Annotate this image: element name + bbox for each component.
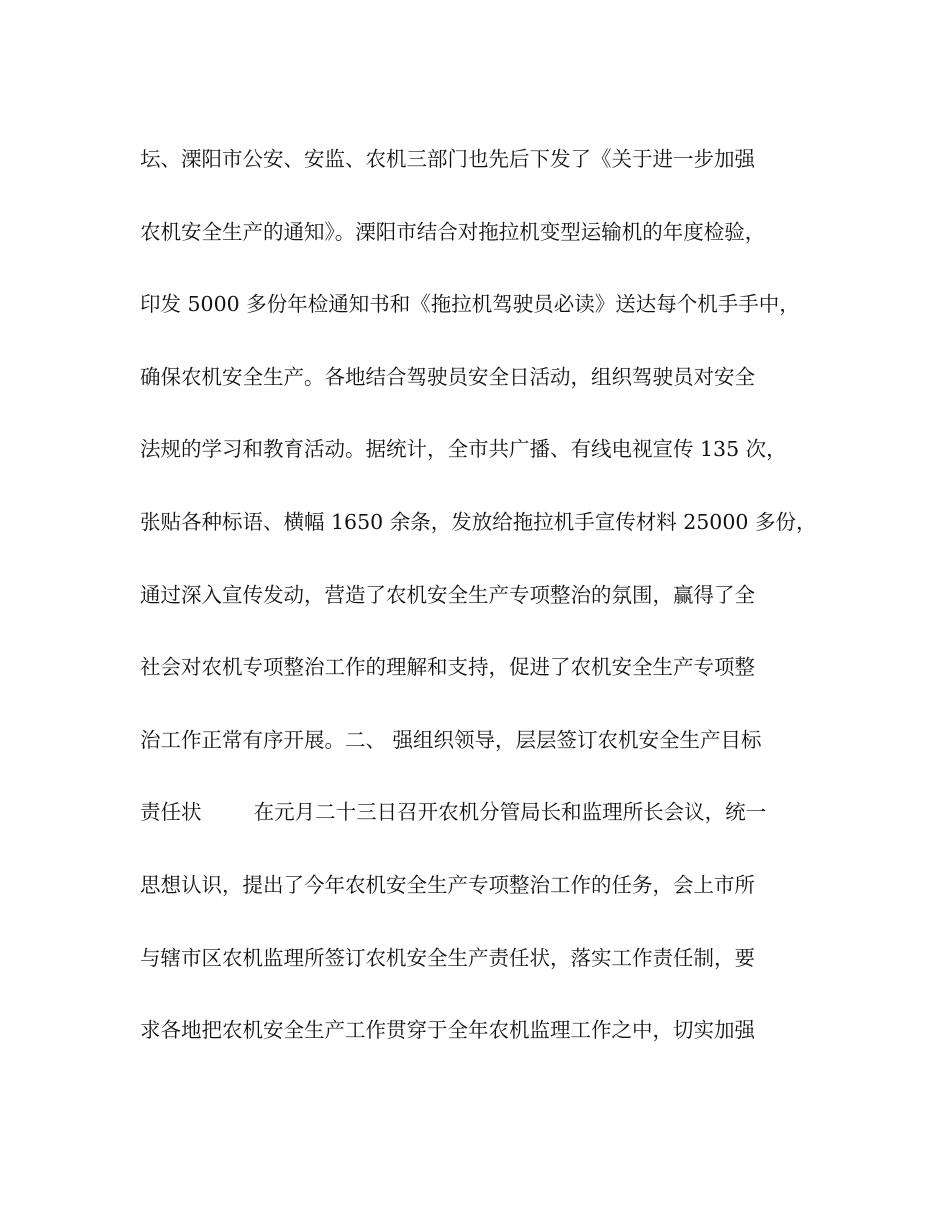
- text-line: 印发 5000 多份年检通知书和《拖拉机驾驶员必读》送达每个机手手中，: [140, 292, 800, 317]
- text-line: 法规的学习和教育活动。据统计，全市共广播、有线电视宣传 135 次，: [140, 437, 787, 462]
- text-line: 与辖市区农机监理所签订农机安全生产责任状，落实工作责任制，要: [140, 945, 755, 970]
- text-line: 责任状 在元月二十三日召开农机分管局长和监理所长会议，统一: [140, 800, 767, 825]
- body-text: [140, 137, 830, 1081]
- text-line: 治工作正常有序开展。二、 强组织领导，层层签订农机安全生产目标: [140, 727, 762, 752]
- text-line: 求各地把农机安全生产工作贯穿于全年农机监理工作之中，切实加强: [140, 1018, 755, 1043]
- text-line: 思想认识，提出了今年农机安全生产专项整治工作的任务，会上市所: [140, 872, 755, 897]
- text-line: 坛、溧阳市公安、安监、农机三部门也先后下发了《关于进一步加强: [140, 147, 755, 171]
- text-line: 确保农机安全生产。各地结合驾驶员安全日活动，组织驾驶员对安全: [140, 364, 755, 389]
- text-line: 通过深入宣传发动，营造了农机安全生产专项整治的氛围，赢得了全: [140, 582, 755, 607]
- text-line: 张贴各种标语、横幅 1650 余条，发放给拖拉机手宣传材料 25000 多份，: [140, 509, 817, 534]
- text-line: 农机安全生产的通知》。溧阳市结合对拖拉机变型运输机的年度检验，: [140, 219, 766, 244]
- text-line: 社会对农机专项整治工作的理解和支持，促进了农机安全生产专项整: [140, 655, 755, 680]
